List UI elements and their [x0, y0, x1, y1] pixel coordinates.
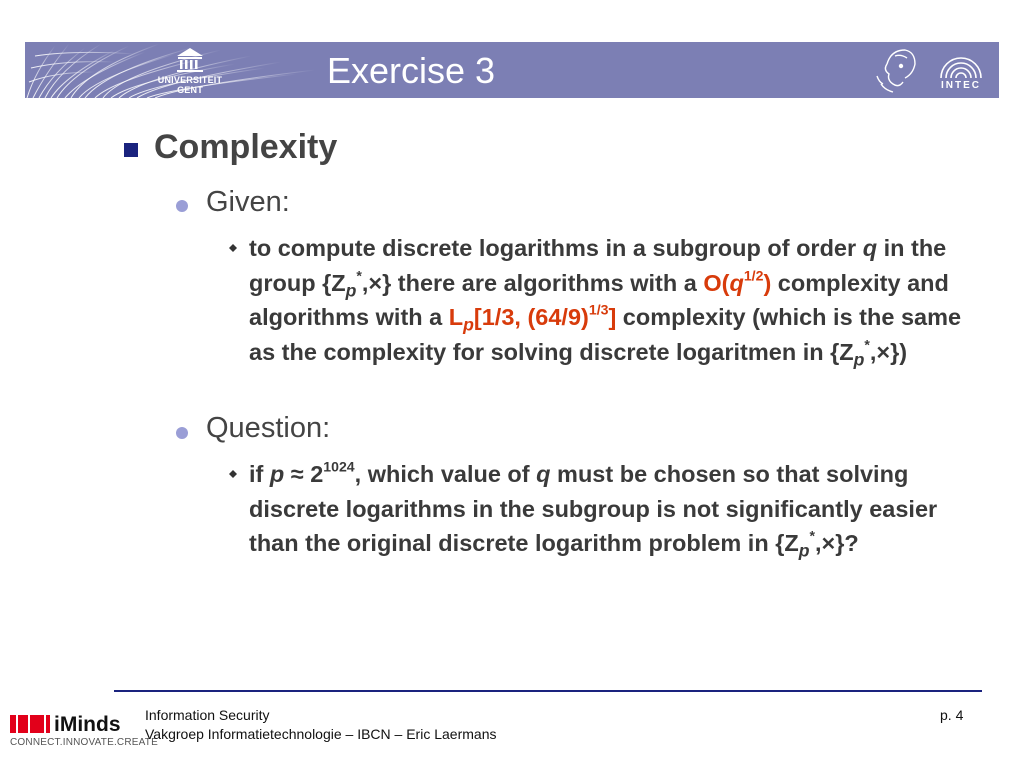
intec-logo [929, 48, 993, 94]
iminds-tagline: CONNECT.INNOVATE.CREATE [10, 737, 158, 748]
diamond-bullet-icon [228, 243, 238, 253]
l-notation-complexity: $L_p[1/3$, $(64/9)^{1/3}$] [448, 301, 617, 335]
header-banner [25, 42, 999, 98]
footer-department: Vakgroep Informatietechnologie – IBCN – Eric Laermans [145, 726, 497, 742]
page-number: p. 4 [940, 707, 964, 723]
given-label: Given: [206, 186, 290, 218]
diamond-bullet-icon [228, 469, 238, 479]
ugent-building-icon [155, 44, 225, 74]
ugent-logo [155, 44, 225, 96]
slide-title: Exercise 3 [327, 50, 496, 91]
question-paragraph: if $p \approx 2^{1024}$, which value of q must be chosen so that solving discrete logarithms in the subgroup is not significantly easier than the original discrete logarithm problem in $\{Z_p^*,\times\}$? [249, 458, 938, 561]
given-paragraph: to compute discrete logarithms in a subgroup of order q in the group $\{Z_p^*,\times\}$ there are algorithms with a $O(q^{1/2})$ complexity and algorithms with a $L_p[1/3$, $(64/9)^{1/3}$] complexity (which is the same as the complexity for solving discrete logaritmen in $\{Z_p^*,\times\}$) [249, 235, 962, 369]
square-bullet-icon [124, 143, 138, 157]
footer-course: Information Security [145, 707, 270, 723]
round-bullet-icon [176, 427, 188, 439]
intec-label: INTEC [941, 80, 981, 91]
intec-arcs-icon [929, 48, 993, 80]
iminds-logo [10, 710, 120, 736]
svg-text:iMinds: iMinds [54, 713, 120, 736]
big-o-sqrt-q: $O(q^{1/2})$ [703, 266, 772, 296]
slide-heading: Complexity [154, 128, 338, 166]
footer-divider [114, 690, 982, 692]
helmet-head-icon [873, 44, 921, 96]
ugent-line2: GENT [177, 85, 203, 95]
round-bullet-icon [176, 200, 188, 212]
ugent-line1: UNIVERSITEIT [157, 75, 223, 85]
question-label: Question: [206, 412, 331, 444]
